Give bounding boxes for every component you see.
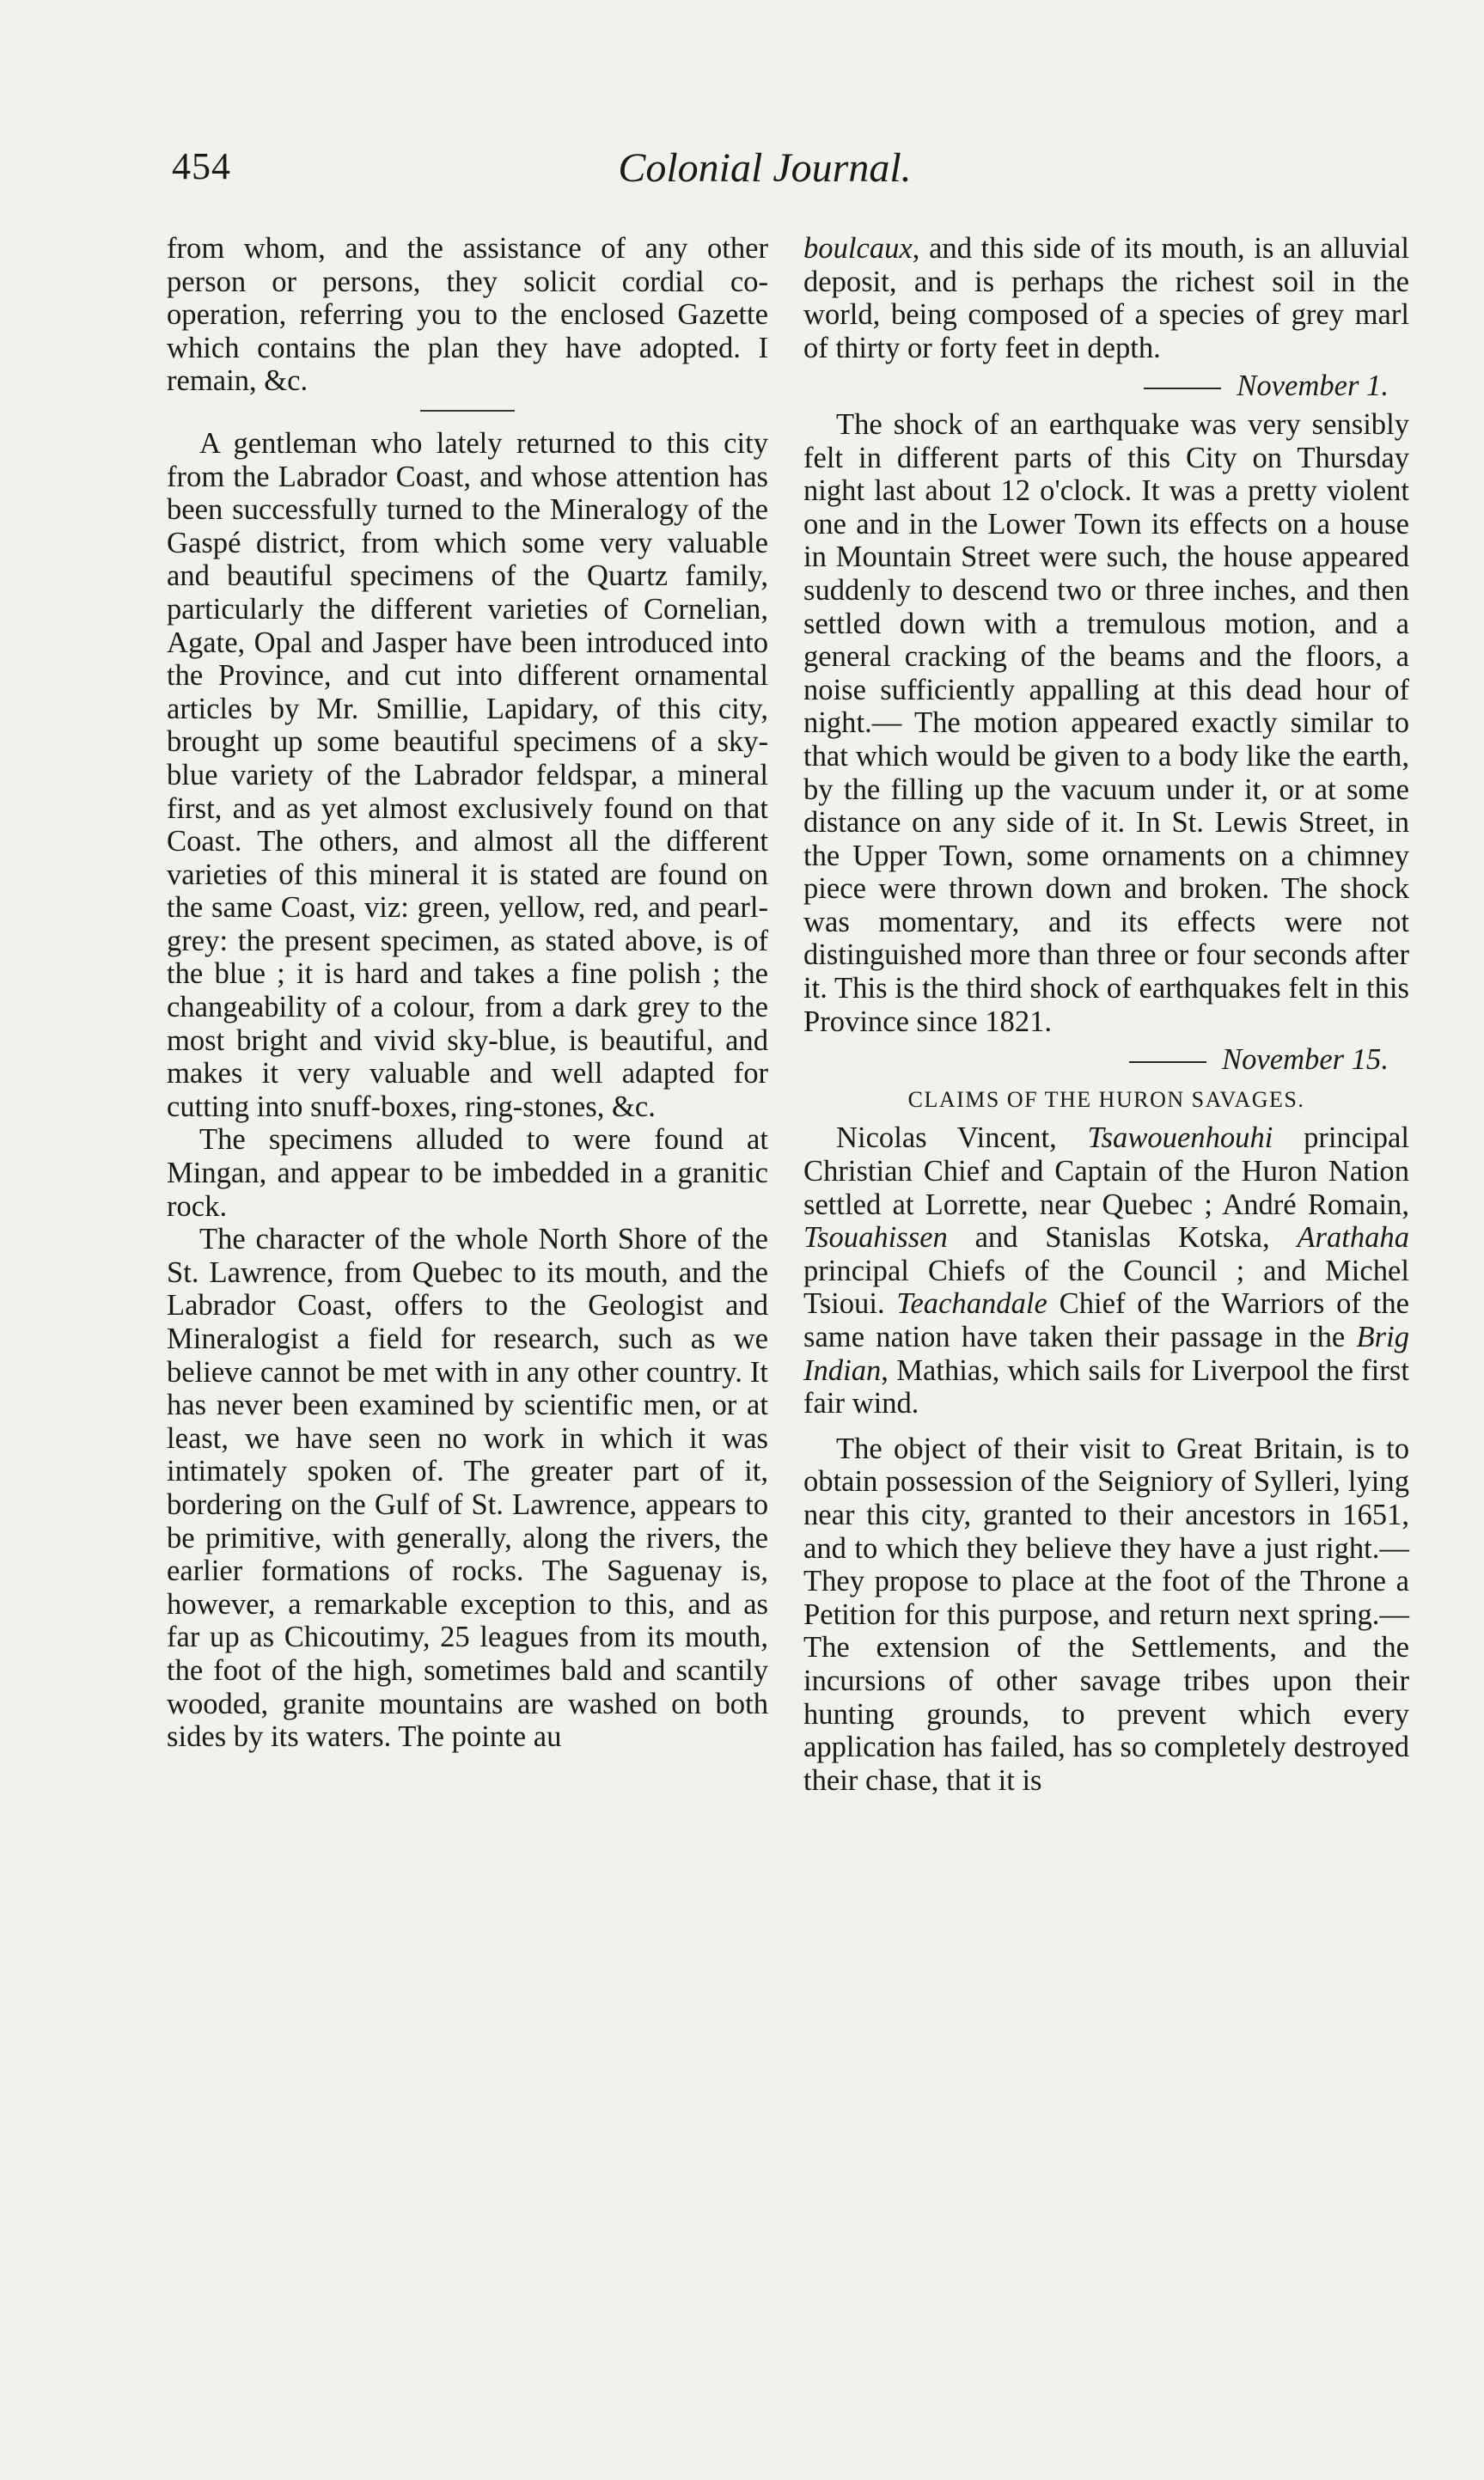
text-run: , Mathias, which sails for Liverpool the first fair wind.: [803, 1353, 1409, 1420]
native-name: Tsouahissen: [803, 1221, 948, 1255]
text-run: Nicolas Vincent,: [836, 1121, 1088, 1155]
text-run: principal Chiefs of the Council ; and Michel Tsioui.: [803, 1254, 1409, 1321]
date-heading-november-1: [803, 370, 1389, 403]
paragraph-spacer: [803, 1420, 1409, 1432]
right-paragraph-2: The shock of an earthquake was very sensibly felt in different parts of this City on Thursday night last about 12 o'clock. It was a pretty violent one and in the Lower Town its effects on a house in Mountain Street were such, the house appeared suddenly to descend two or three inches, and then settled down with a tremulous motion, and a general cracking of the beams and the floors, a noise sufficiently appalling at this dead hour of night.— The motion appeared exactly similar to that which would be given to a body like the earth, by the filling up the vacuum under it, or at some distance on any side of it. In St. Lewis Street, in the Upper Town, some ornaments on a chimney piece were thrown down and broken. The shock was momentary, and its effects were not distinguished more than three or four seconds after it. This is the third shock of earthquakes felt in this Province since 1821.: [803, 407, 1409, 1038]
date-label: November 15.: [1222, 1043, 1389, 1077]
left-column: [167, 232, 768, 1754]
dash-rule: [1144, 388, 1221, 389]
page-header: [163, 144, 1366, 213]
text-run: and Stanislas Kotska,: [947, 1221, 1298, 1255]
text-run: Chief of the Warriors of the same nation have taken their passage in the: [803, 1287, 1409, 1353]
date-heading-november-15: [803, 1043, 1389, 1077]
text-run: principal Christian Chief and Captain of the Huron Nation settled at Lorrette, near Quebec ; André Romain,: [803, 1121, 1409, 1221]
native-name: Arathaha: [1297, 1221, 1409, 1255]
right-paragraph-1: [803, 232, 1409, 364]
native-name: Teachandale: [896, 1287, 1047, 1321]
right-column: [803, 232, 1409, 1797]
right-paragraph-4: The object of their visit to Great Britain, is to obtain possession of the Seigniory of Sylleri, lying near this city, granted to their ancestors in 1651, and to which they believe they have a just right.—They propose to place at the foot of the Throne a Petition for this purpose, and return next spring.—The extension of the Settlements, and the incursions of other savage tribes upon their hunting grounds, to prevent which every application has failed, has so completely destroyed their chase, that it is: [803, 1432, 1409, 1797]
page-number: 454: [172, 145, 231, 187]
section-divider: [420, 410, 515, 412]
left-paragraph-4: The character of the whole North Shore of the St. Lawrence, from Quebec to its mouth, and the Labrador Coast, offers to the Geologist and Mineralogist a field for research, such as we believe cannot be met with in any other country. It has never been examined by scientific men, or at least, we have seen no work in which it was intimately spoken of. The greater part of it, bordering on the Gulf of St. Lawrence, appears to be primitive, with generally, along the rivers, the earlier formations of rocks. The Saguenay is, however, a remarkable exception to this, and as far up as Chicoutimy, 25 leagues from its mouth, the foot of the high, sometimes bald and scantily wooded, granite mountains are washed on both sides by its waters. The pointe au: [167, 1223, 768, 1754]
right-paragraph-3: [803, 1121, 1409, 1420]
ship-name: Brig Indian: [803, 1321, 1409, 1387]
left-paragraph-1: from whom, and the assistance of any other person or persons, they solicit cordial co-operation, referring you to the enclosed Gazette which contains the plan they have adopted. I remain, &c.: [167, 232, 768, 398]
left-paragraph-3: The specimens alluded to were found at Mingan, and appear to be imbedded in a granitic rock.: [167, 1123, 768, 1223]
date-label: November 1.: [1237, 370, 1389, 403]
section-title: CLAIMS OF THE HURON SAVAGES.: [907, 1086, 1305, 1112]
left-paragraph-2: A gentleman who lately returned to this city from the Labrador Coast, and whose attention has been successfully turned to the Mineralogy of the Gaspé district, from which some very valuable and beautiful specimens of the Quartz family, particularly the different varieties of Cornelian, Agate, Opal and Jasper have been introduced into the Province, and cut into different ornamental articles by Mr. Smillie, Lapidary, of this city, brought up some beautiful specimens of a sky-blue variety of the Labrador feldspar, a mineral first, and as yet almost exclusively found on that Coast. The others, and almost all the different varieties of this mineral it is stated are found on the same Coast, viz: green, yellow, red, and pearl-grey: the present specimen, as stated above, is of the blue ; it is hard and takes a fine polish ; the changeability of a colour, from a dark grey to the most bright and vivid sky-blue, is beautiful, and makes it very valuable and well adapted for cutting into snuff-boxes, ring-stones, &c.: [167, 426, 768, 1123]
italic-word: boulcaux: [803, 232, 913, 265]
dash-rule: [1129, 1061, 1206, 1063]
native-name: Tsawouenhouhi: [1087, 1121, 1273, 1155]
running-title: Colonial Journal.: [618, 145, 912, 191]
right-paragraph-1-text: , and this side of its mouth, is an alluvial deposit, and is perhaps the richest soil in the world, being composed of a species of grey marl of thirty or forty feet in depth.: [803, 232, 1409, 364]
